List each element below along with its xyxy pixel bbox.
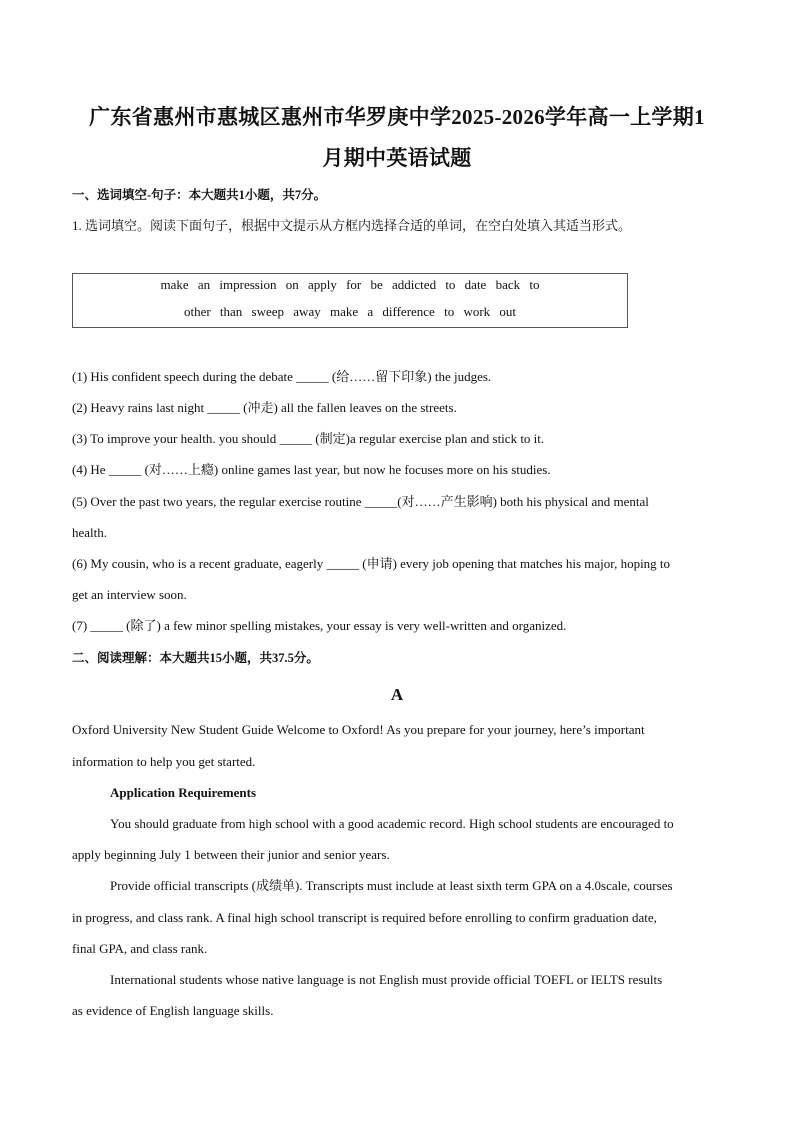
question-5-continued: health. xyxy=(72,525,108,540)
question-3: (3) To improve your health. you should _____ (制定)a regular exercise plan and stick to it. xyxy=(72,431,545,446)
section-1-heading: 一、选词填空-句子：本大题共1小题，共7分。 xyxy=(72,188,327,202)
question-6-continued: get an interview soon. xyxy=(72,587,187,602)
paragraph-2-line-1: Provide official transcripts (成绩单). Transcripts must include at least sixth term GPA on a 4.0scale, courses xyxy=(110,878,673,893)
word-bank-row-1: make an impression on apply for be addicted to date back to xyxy=(160,277,540,292)
passage-intro-line-2: information to help you get started. xyxy=(72,754,256,769)
paragraph-1-line-2: apply beginning July 1 between their junior and senior years. xyxy=(72,847,390,862)
paragraph-3-line-2: as evidence of English language skills. xyxy=(72,1003,274,1018)
passage-intro-line-1: Oxford University New Student Guide Welcome to Oxford! As you prepare for your journey, here’s important xyxy=(72,722,645,737)
paragraph-2-line-2: in progress, and class rank. A final high school transcript is required before enrolling to confirm graduation date, xyxy=(72,910,657,925)
word-bank-box xyxy=(72,273,628,328)
question-4: (4) He _____ (对……上瘾) online games last year, but now he focuses more on his studies. xyxy=(72,462,551,477)
passage-letter: A xyxy=(390,685,404,704)
paragraph-1-line-1: You should graduate from high school with a good academic record. High school students are encouraged to xyxy=(110,816,674,831)
question-7: (7) _____ (除了) a few minor spelling mistakes, your essay is very well-written and organized. xyxy=(72,618,567,633)
section-2-heading: 二、阅读理解：本大题共15小题，共37.5分。 xyxy=(72,651,319,665)
question-6: (6) My cousin, who is a recent graduate, eagerly _____ (申请) every job opening that matches his major, hoping to xyxy=(72,556,671,571)
section-1-instruction: 1. 选词填空。阅读下面句子，根据中文提示从方框内选择合适的单词，在空白处填入其适当形式。 xyxy=(72,218,632,233)
passage-subheading: Application Requirements xyxy=(110,785,257,800)
document-title-line-1: 广东省惠州市惠城区惠州市华罗庚中学2025-2026学年高一上学期1 xyxy=(89,105,705,129)
paragraph-3-line-1: International students whose native language is not English must provide official TOEFL or IELTS results xyxy=(110,972,663,987)
document-title-line-2: 月期中英语试题 xyxy=(322,146,472,170)
word-bank-row-2: other than sweep away make a difference to work out xyxy=(183,304,517,319)
paragraph-2-line-3: final GPA, and class rank. xyxy=(72,941,208,956)
question-2: (2) Heavy rains last night _____ (冲走) all the fallen leaves on the streets. xyxy=(72,400,457,415)
question-5: (5) Over the past two years, the regular exercise routine _____(对……产生影响) both his physical and mental xyxy=(72,494,649,509)
question-1: (1) His confident speech during the debate _____ (给……留下印象) the judges. xyxy=(72,369,492,384)
